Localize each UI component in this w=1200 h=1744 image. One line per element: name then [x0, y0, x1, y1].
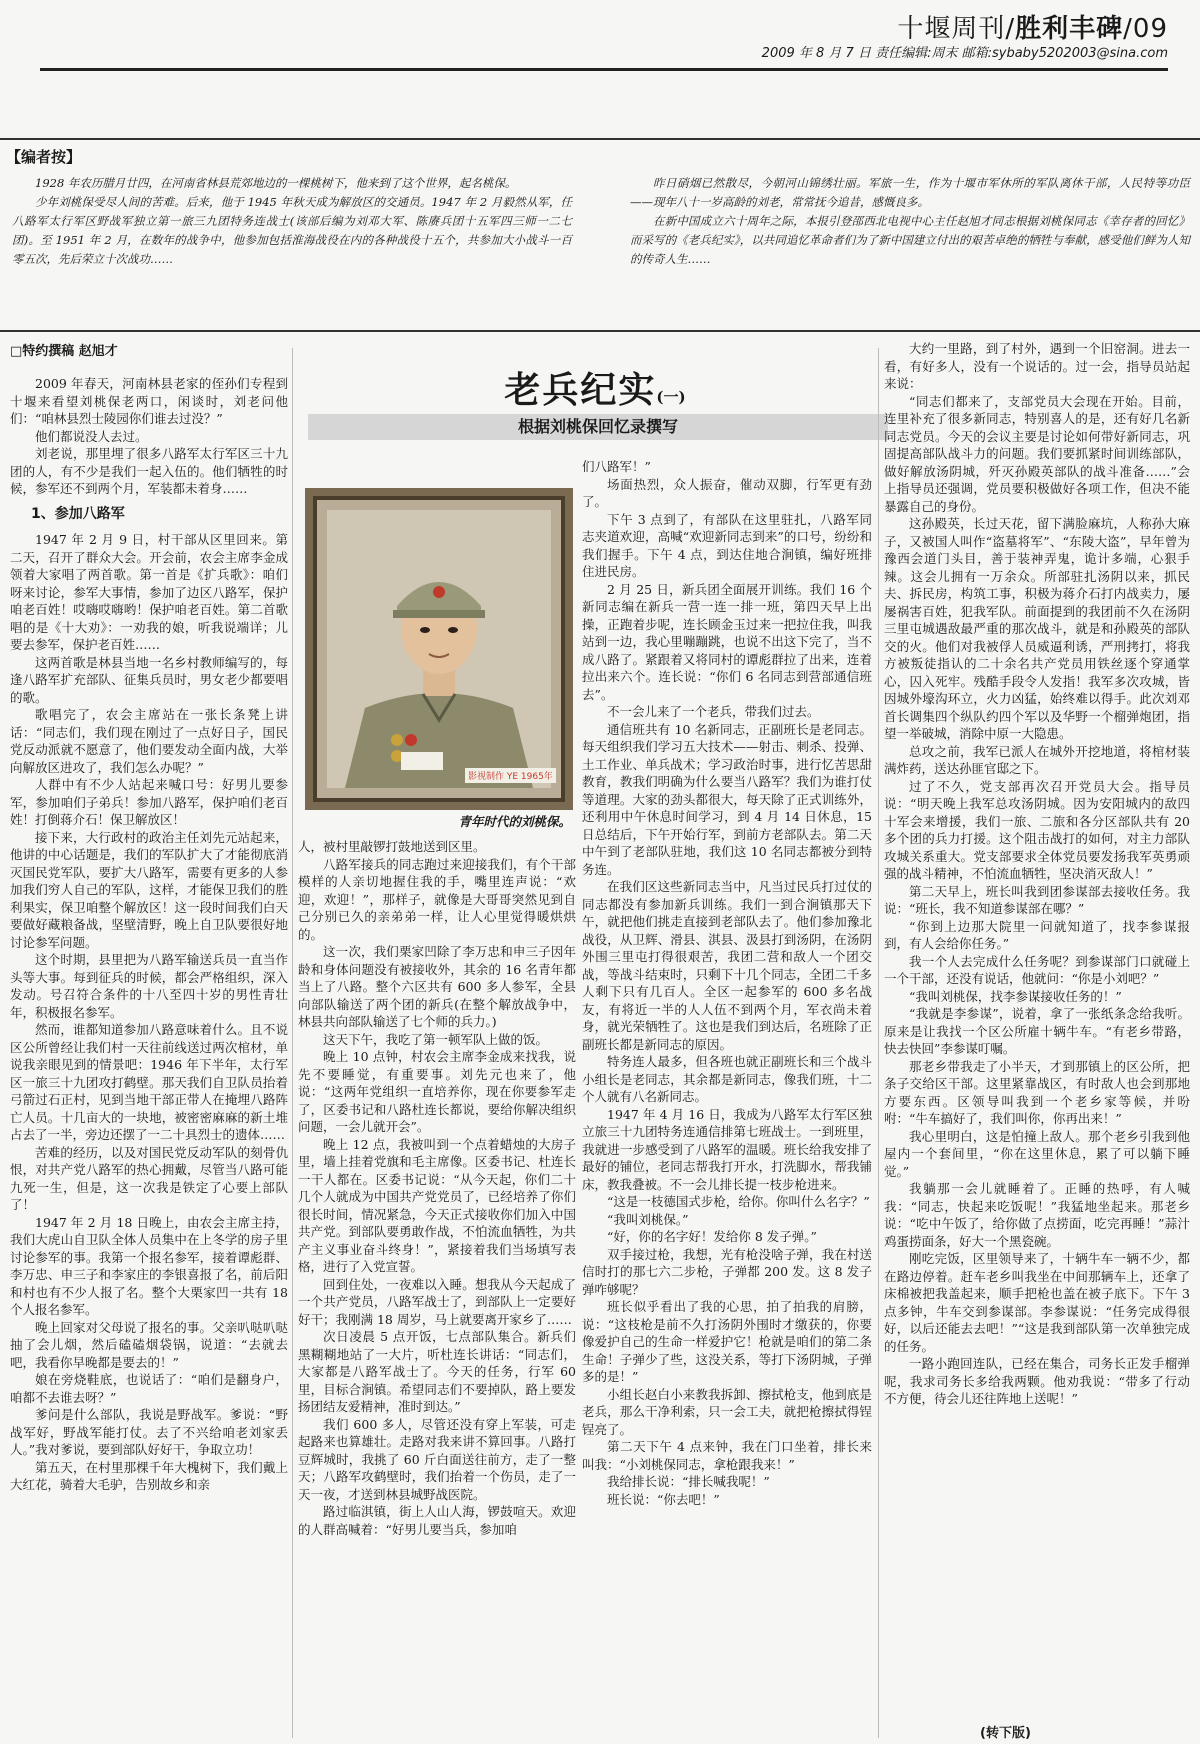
editor-paragraph: 少年刘桃保受尽人间的苦难。后来，他于 1945 年秋天成为解放区的交通员。1947 年 2 月毅然从军，任八路军太行军区野战军独立第一旅三九团特务连战士(该部后编为刘邓大军、陈赓兵团十五军四三师一二七团)。至 1951 年 2 月，在数年的战争中，他参加包括淮海战役在内的各种战役十五个，共参加大小战斗一百零五次，先后荣立十次战功…… [12, 195, 572, 266]
paragraph: 双手接过枪，我想，光有枪没啥子弹，我在村送信时打的那七六二步枪，子弹都 200 发。这 8 发子弹咋够呢？ [582, 1246, 872, 1297]
paragraph: 次日凌晨 5 点开饭，七点部队集合。新兵们黑糊糊地站了一大片，听杜连长讲话：“同志们，大家都是八路军战士了。今天的任务，行军 60 里，目标合涧镇。希望同志们不要掉队，路上要发扬团结友爱精神，准时到达。” [298, 1329, 576, 1414]
column-1 [10, 375, 288, 1735]
paragraph: 通信班共有 10 名新同志，正副班长是老同志。每天组织我们学习五大技术——射击、刺杀、投弹、土工作业、单兵战术；学习政治时事，进行忆苦思甜教育，教我们明确为什么要当八路军？我们为谁打仗等道理。大家的劲头都很大，每天除了正式训练外，还利用中午休息时间学习，到 4 月 14 日休息，15 日总结后，下午开始行军，到前方老部队去。第二天中午到了老部队驻地，我们这 10 名同志都被分到特务连。 [582, 721, 872, 877]
paragraph: 回到住处，一夜难以入睡。想我从今天起成了一个共产党员，八路军战士了，到部队上一定要好好干；我刚满 18 周岁，马上就要离开家乡了…… [298, 1276, 576, 1327]
column-divider [878, 348, 879, 1738]
paragraph: 爹问是什么部队，我说是野战军。爹说：“野战军好，野战军能打仗。去了不兴给咱老刘家丢人。”我对爹说，要到部队好好干，争取立功！ [10, 1407, 288, 1457]
paragraph: 那老乡带我走了小半天，才到那镇上的区公所，把条子交给区干部。这里紧靠战区，有时敌人也会到那地方要东西。区领导叫我到一个老乡家等候，并吩咐：“牛车搞好了，我们叫你，你再出来！” [884, 1058, 1190, 1126]
masthead [40, 6, 1168, 71]
photo-caption: 青年时代的刘桃保。 [458, 814, 571, 829]
paragraph: 刘老说，那里埋了很多八路军太行军区三十九团的人，有不少是我们一起入伍的。他们牺牲的时候，参军还不到两个月，军装都未着身…… [10, 446, 288, 496]
portrait-photo [305, 488, 573, 810]
brand [897, 8, 1168, 45]
paragraph: “我叫刘桃保。” [607, 1211, 689, 1227]
paragraph: “我就是李参谋”，说着，拿了一张纸条念给我听。原来是让我找一个区公所雇十辆牛车。“有老乡带路，快去快回”李参谋叮嘱。 [884, 1006, 1190, 1056]
paragraph: 这个时期，县里把为八路军输送兵员一直当作头等大事。每到征兵的时候，都会严格组织，深入发动。号召符合条件的十八至四十岁的男性青壮年，积极报名参军。 [10, 952, 288, 1020]
paragraph: “这是一枝德国式步枪，给你。你叫什么名字？” [607, 1194, 870, 1209]
paragraph: 这一次，我们栗家凹除了李万忠和申三子因年龄和身体问题没有被接收外，其余的 16 名青年都当上了八路。整个六区共有 600 多人参军，全县向部队输送了两个团的新兵(在整个解放战争中，林县共向部队输送了七个师的兵力。) [298, 944, 576, 1029]
continued-note: (转下版) [980, 1726, 1031, 1741]
brand-section: 胜利丰碑 [1015, 14, 1124, 44]
paragraph: 小组长赵白小来教我拆卸、擦拭枪支，他到底是老兵，那么干净利索，只一会工夫，就把枪擦拭得锃锃亮了。 [582, 1386, 872, 1437]
headline-title: 老兵纪实 [504, 369, 657, 411]
column-4 [884, 340, 1190, 1718]
headline-part: (一) [656, 388, 686, 406]
paragraph: 歌唱完了，农会主席站在一张长条凳上讲话：“同志们，我们现在刚过了一点好日子，国民党反动派就不愿意了，他们要发动全面内战，大举向解放区进攻了，我们怎么办呢？” [10, 707, 288, 775]
article-headline [300, 362, 890, 413]
paragraph: 第二天下午 4 点来钟，我在门口坐着，排长来叫我：“小刘桃保同志，拿枪跟我来！” [582, 1439, 872, 1472]
paragraph: 八路军接兵的同志跑过来迎接我们，有个干部模样的人亲切地握住我的手，嘴里连声说：“欢迎，欢迎！”，那样子，就像是大哥哥突然见到自己分别已久的亲弟弟一样，让人心里觉得暖烘烘的。 [298, 856, 576, 942]
paragraph: 我们 600 多人，尽管还没有穿上军装，可走起路来也算雄壮。走路对我来讲不算回事。八路打豆辉城时，我挑了 60 斤白面送往前方，走了一整天；八路军攻鹤壁时，我们抬着一个伤员，走了一天一夜，才送到林县城野战医院。 [298, 1416, 576, 1502]
paragraph: 2009 年春天，河南林县老家的侄孙们专程到十堰来看望刘桃保老两口，闲谈时，刘老问他们：“咱林县烈士陵园你们谁去过没？” [10, 376, 288, 426]
byline: □特约撰稿 赵旭才 [10, 344, 118, 359]
paragraph: 我躺那一会儿就睡着了。正睡的热呼，有人喊我：“同志，快起来吃饭呢！”我猛地坐起来。那老乡说：“吃中午饭了，给你做了点捞面，吃完再睡！”蒜汁鸡蛋捞面条，好大一个黑瓷碗。 [884, 1181, 1190, 1249]
paragraph: 接下来，大行政村的政治主任刘先元站起来，他讲的中心话题是，我们的军队扩大了才能彻底消灭国民党军队，要扩大八路军，需要有更多的人参加我们穷人自己的军队，这样，才能保卫我们的胜利果实，保卫咱整个解放区！这一段时间我们白天要做好藏粮备战，坚壁清野，晚上自卫队要很好地讨论参军问题。 [10, 829, 288, 950]
paragraph: 这两首歌是林县当地一名乡村教师编写的，每逢八路军扩充部队、征集兵员时，男女老少都要唱的歌。 [10, 654, 288, 705]
paragraph: 人群中有不少人站起来喊口号：好男儿要参军，参加咱们子弟兵！参加八路军，保护咱们老百姓！打倒蒋介石！保卫解放区！ [10, 777, 288, 827]
paragraph: 晚上 12 点，我被叫到一个点着蜡烛的大房子里，墙上挂着党旗和毛主席像。区委书记、杜连长一干人都在。区委书记说：“从今天起，你们二十几个人就成为中国共产党党员了，已经培养了你们很长时间，情况紧急，今天正式接收你们加入中国共产党。到部队要勇敢作战，不怕流血牺牲，为共产主义事业奋斗终身！”，紧接着我们当场填写表格，进行了入党宣誓。 [298, 1136, 576, 1274]
paragraph: 我给排长说：“排长喊我呢！” [607, 1474, 770, 1489]
issue-info: 2009 年 8 月 7 日 责任编辑:周末 邮箱:sybaby5202003@sina.com [761, 46, 1168, 61]
paragraph: 刚吃完饭，区里领导来了，十辆牛车一辆不少，都在路边停着。赶车老乡叫我坐在中间那辆车上，还拿了床棉被把我盖起来，顺手把枪也盖在被子底下。下午 3 点多钟，牛车交到参谋部。李参谋说：“任务完成得很好，以后还能去去吧！”“这是我到部队第一次单独完成的任务。 [884, 1251, 1190, 1354]
column-divider [292, 348, 293, 1738]
photo-stamp: 影视制作 YE 1965年 [465, 768, 556, 783]
paragraph: 路过临淇镇，街上人山人海，锣鼓喧天。欢迎的人群高喊着：“好男儿要当兵，参加咱 [298, 1504, 576, 1537]
paragraph: 下午 3 点到了，有部队在这里驻扎，八路军同志夹道欢迎，高喊“欢迎新同志到来”的口号，纷纷和我们握手。下午 4 点，到达住地合涧镇，编好班排住进民房。 [582, 511, 872, 579]
portrait-illustration [305, 488, 573, 810]
paragraph: 然而，谁都知道参加八路意味着什么。且不说区公所曾经让我们村一天往前线送过两次棺材，单说我亲眼见到的情景吧：1946 年下半年，太行军区一旅三十九团攻打鹤壁。那天我们自卫队员抬着弓箭过石正村，见到当地干部正带人在掩埋八路阵亡人员。十几亩大的一块地，被密密麻麻的新土堆占去了一半，旁边还摆了一二十具烈士的遗体…… [10, 1022, 288, 1142]
editor-paragraph: 1928 年农历腊月廿四，在河南省林县荒郊地边的一棵桃树下，他来到了这个世界，起名桃保。 [35, 176, 517, 190]
paragraph: 在我们区这些新同志当中，凡当过民兵打过仗的同志都没有参加新兵训练。我们一到合涧镇那天下午，就把他们挑走直接到老部队去了。他们参加豫北战役，从卫辉、滑县、淇县、汲县打到汤阴，在汤阴外围三里屯打得很艰苦，我团二营和敌人一个团交战，等战斗结束时，只剩下十几个同志，全团二千多人剩下只有几百人。全区一起参军的 600 多名战友，有将近一半的人人伍不到两个月，军衣尚未着身，就光荣牺牲了。这也是我们到达后，名班除了正副班长都是新同志的原因。 [582, 879, 872, 1052]
paragraph: “我叫刘桃保，找李参谋接收任务的！” [909, 988, 1122, 1004]
column-2 [298, 838, 576, 1736]
editor-note-right [630, 174, 1190, 269]
paragraph: 1947 年 4 月 16 日，我成为八路军太行军区独立旅三十九团特务连通信排第七班战士。一到班里，我就进一步感受到了八路军的温暖。班长给我安排了最好的铺位，老同志帮我打开水，打洗脚水，帮我铺床，教我叠被。不一会儿排长提一枝步枪进来。 [582, 1106, 872, 1192]
paragraph: 班长似乎看出了我的心思，拍了拍我的肩膀，说：“这枝枪是前不久打汤阴外围时才缴获的，你要像爱护自己的生命一样爱护它！枪就是咱们的第二条生命！子弹少了些，这没关系，等打下汤阴城，子弹多的是！” [582, 1299, 872, 1384]
paragraph: 娘在旁烧鞋底，也说话了：“咱们是翻身户，咱都不去谁去呀？” [10, 1372, 288, 1405]
paragraph: 班长说：“你去吧！” [607, 1491, 720, 1507]
paragraph: 这天下午，我吃了第一顿军队上做的饭。 [323, 1031, 549, 1047]
brand-page: /09 [1123, 14, 1168, 44]
paragraph: 场面热烈，众人振奋，催动双脚，行军更有劲了。 [582, 476, 872, 509]
paragraph: 我心里明白，这是怕撞上敌人。那个老乡引我到他屋内一个套间里，“你在这里休息，累了可以躺下睡觉。” [884, 1128, 1190, 1179]
paragraph: “你到上边那大院里一问就知道了，找李参谋报到，有人会给你任务。” [884, 918, 1190, 951]
paragraph: 第二天早上，班长叫我到团参谋部去接收任务。我说：“班长，我不知道参谋部在哪？” [884, 883, 1190, 916]
paragraph: 1947 年 2 月 18 日晚上，由农会主席主持，我们大虎山自卫队全体人员集中在上冬学的房子里讨论参军的事。我第一个报名参军，接着谭彪群、李万忠、申三子和李家庄的李银喜报了名，前后阳和村也有不少人报了名。整个大栗家凹一共有 18 个人报名参军。 [10, 1214, 288, 1317]
paragraph: 晚上 10 点钟，村农会主席李金成来找我，说先不要睡觉，有重要事。刘先元也来了，他说：“这两年党组织一直培养你，现在你要参军走了，区委书记和八路杜连长都说，要给你解决组织问题，一会儿就开会”。 [298, 1049, 576, 1134]
paragraph: 我一个人去完成什么任务呢？到参谋部门口就碰上一个干部，还没有说话，他就问：“你是小刘吧？” [884, 953, 1190, 986]
paragraph: 1947 年 2 月 9 日，村干部从区里回来。第二天，召开了群众大会。开会前，农会主席李金成领着大家唱了两首歌。第一首是《扩兵歌》：咱们呀来讨论，参军大事情，参加了边区八路军，保护咱老百姓！哎嗨哎嗨哟！保护咱老百姓。第二首歌唱的是《十大劝》：一劝我的娘，听我说端详；儿要去参军，保护老百姓…… [10, 532, 288, 652]
paragraph: 不一会儿来了一个老兵，带我们过去。 [607, 704, 820, 719]
paragraph: 晚上回家对父母说了报名的事。父亲叭哒叭哒抽了会儿烟，然后磕磕烟袋锅，说道：“去就去吧，我看你早晚都是要去的！” [10, 1319, 288, 1370]
paragraph: 总攻之前，我军已派人在城外开挖地道，将棺材装满炸药，送达孙匪官邸之下。 [884, 743, 1190, 776]
paragraph: 一路小跑回连队，已经在集合，司务长正发手榴弹呢，我求司务长多给我两颗。他劝我说：“带多了行动不方便，待会儿还往阵地上送呢！” [884, 1356, 1190, 1406]
section-heading: 1、参加八路军 [31, 505, 125, 522]
paragraph: 2 月 25 日，新兵团全面展开训练。我们 16 个新同志编在新兵一营一连一排一班，第四天早上出操，正跑着步呢，连长顾金玉过来一把拉住我，叫我站到一边，我心里嘣蹦跳，也说不出这下完了，当不成八路了。紧跟着又将同村的谭彪群拉了出来，连着拉出来六个。连长说：“你们 6 名同志到营部通信班去”。 [582, 581, 872, 702]
editor-note [0, 138, 1200, 332]
column-3 [582, 458, 872, 1743]
paragraph: 大约一里路，到了村外，遇到一个旧窑洞。进去一看，有好多人，没有一个说话的。过一会，指导员站起来说： [884, 341, 1190, 391]
paragraph: 们八路军！” [582, 459, 651, 474]
editor-note-title: 【编者按】 [6, 148, 82, 166]
paragraph: 过了不久，党支部再次召开党员大会。指导员说：“明天晚上我军总攻汤阴城。因为安阳城内的敌四十军会来增援，我们一旅、二旅和各分区部队共有 20 多个团的兵力打援。这个阻击战打的如何，对主力部队攻城关系重大。党支部要求全体党员要发扬我军英勇顽强的战斗精神，不怕流血牺牲，坚决消灭敌人！” [884, 778, 1190, 881]
article-subhead: 根据刘桃保回忆录撰写 [308, 414, 888, 440]
paragraph: 特务连人最多，但各班也就正副班长和三个战斗小组长是老同志，其余都是新同志，像我们班，十二个人就有八名新同志。 [582, 1054, 872, 1104]
editor-paragraph: 昨日硝烟已然散尽，今朝河山锦绣壮丽。军旅一生，作为十堰市军休所的军队离休干部，人民特等功臣——现年八十一岁高龄的刘老，常常抚今追昔，感慨良多。 [630, 176, 1190, 209]
paragraph: “同志们都来了，支部党员大会现在开始。目前，连里补充了很多新同志，特别喜人的是，还有好几名新同志党员。今天的会议主要是讨论如何带好新同志，巩固提高部队战斗力的问题。我们要抓紧时间训练部队，做好解放汤阴城，歼灭孙殿英部队的战斗准备……”会上指导员还强调，党员要积极做好各项工作，但决不能暴露自己的身份。 [884, 393, 1190, 514]
paragraph: 第五天，在村里那棵千年大槐树下，我们戴上大红花，骑着大毛驴，告别故乡和亲 [10, 1459, 288, 1492]
paragraph: 他们都说没人去过。 [35, 428, 148, 444]
paragraph: 苦难的经历，以及对国民党反动军队的刻骨仇恨，对共产党八路军的热心拥戴，尽管当八路可能九死一生，但是，这一次我是铁定了心要上部队了！ [10, 1144, 288, 1212]
paragraph: 人，被村里敲锣打鼓地送到区里。 [298, 839, 486, 854]
editor-note-left [12, 174, 572, 269]
brand-prefix: 十堰周刊/ [897, 14, 1016, 44]
paragraph: 这孙殿英，长过天花，留下满脸麻坑，人称孙大麻子，又被国人叫作“盗墓将军”、“东陵大盗”，早年曾为豫西会道门头目，善于装神弄鬼，诡计多端，心狠手辣。这会儿拥有一万余众。所部驻扎汤阴以来，抓民夫、拆民房，构筑工事，积极为蒋介石打内战卖力，屡屡祸害百姓，犯我军队。前面提到的我团前不久在汤阴三里屯城遇敌最严重的那次战斗，就是和孙殿英的部队交的火。他们对我被俘人员威逼利诱，严刑拷打，将我方被叛徒指认的二十余名共产党员用铁丝逐个穿通掌心，囚入死牢。残酷手段令人发指！我军多次攻城，皆因城外壕沟环立，火力凶猛，始终难以得手。此次刘邓首长调集四个纵队约四个军以及华野一个榴弹炮团，指望一举破城，消除中原一大隐患。 [884, 516, 1190, 741]
paragraph: “好，你的名字好！发给你 8 发子弹。” [607, 1229, 817, 1244]
editor-paragraph: 在新中国成立六十周年之际，本报引登邵西北电视中心主任赵旭才同志根据刘桃保同志《幸存者的回忆》而采写的《老兵纪实》，以共同追忆革命者们为了新中国建立付出的艰苦卓绝的牺牲与奉献，感受他们鲜为人知的传奇人生…… [630, 214, 1190, 266]
